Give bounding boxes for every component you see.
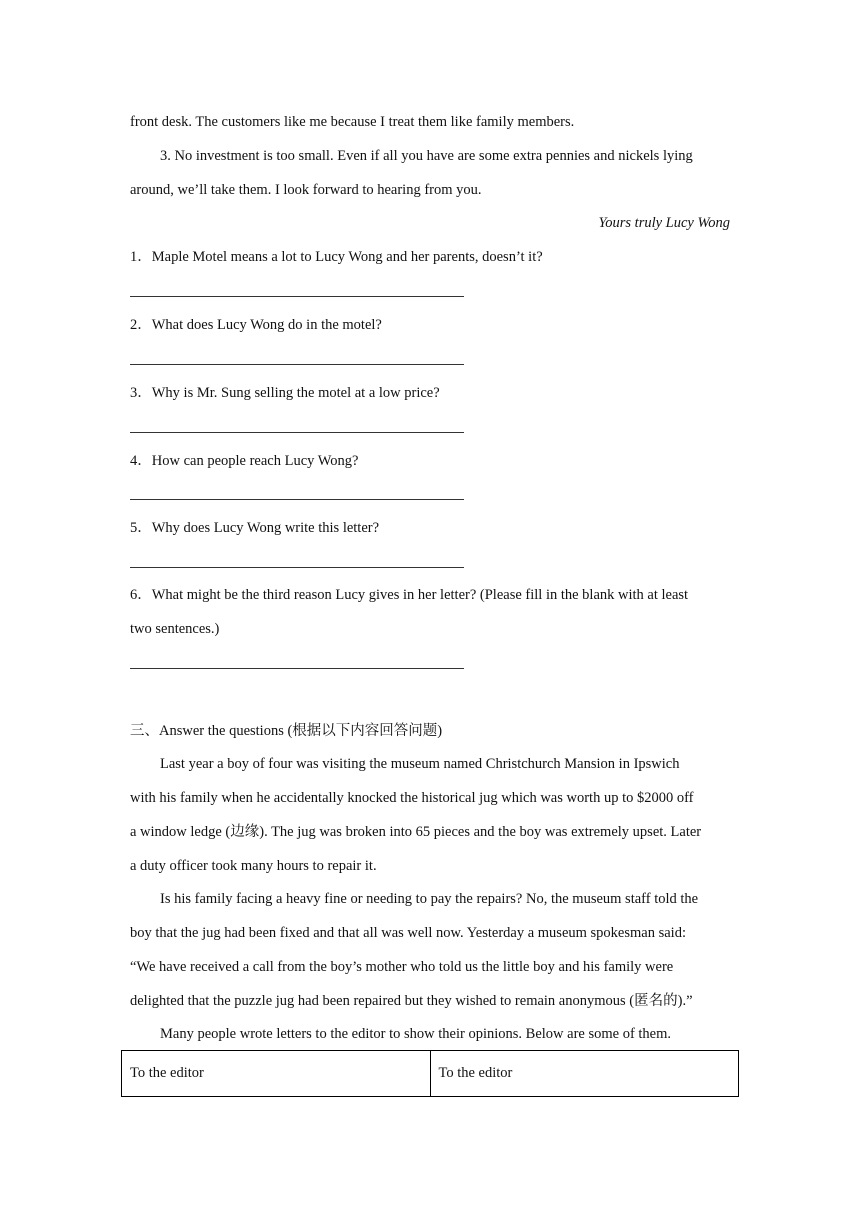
answer-blank-2[interactable]: [130, 364, 464, 365]
paragraph-line: Is his family facing a heavy fine or needing to pay the repairs? No, the museum staff told the: [160, 891, 699, 907]
paragraph-line: Many people wrote letters to the editor to show their opinions. Below are some of them.: [160, 1026, 672, 1042]
question-5: 5．Why does Lucy Wong write this letter?: [130, 520, 380, 536]
letter-reason-3: 3. No investment is too small. Even if all you have are some extra pennies and nickels lying: [160, 148, 693, 164]
paragraph-line: delighted that the puzzle jug had been repaired but they wished to remain anonymous (匿名的).”: [130, 993, 693, 1009]
question-3: 3．Why is Mr. Sung selling the motel at a low price?: [130, 385, 440, 401]
question-6: 6．What might be the third reason Lucy gives in her letter? (Please fill in the blank with at least: [130, 587, 689, 603]
paragraph-line: boy that the jug had been fixed and that all was well now. Yesterday a museum spokesman said:: [130, 925, 686, 941]
table-cell-right: To the editor: [430, 1051, 739, 1097]
question-1: 1．Maple Motel means a lot to Lucy Wong and her parents, doesn’t it?: [130, 249, 543, 265]
answer-blank-6[interactable]: [130, 668, 464, 669]
paragraph-line: Last year a boy of four was visiting the museum named Christchurch Mansion in Ipswich: [160, 756, 680, 772]
letter-text-line: around, we’ll take them. I look forward to hearing from you.: [130, 182, 482, 198]
answer-blank-3[interactable]: [130, 432, 464, 433]
table-cell-left: To the editor: [122, 1051, 431, 1097]
question-4: 4．How can people reach Lucy Wong?: [130, 453, 359, 469]
letter-text-line: front desk. The customers like me because I treat them like family members.: [130, 114, 575, 130]
question-2: 2．What does Lucy Wong do in the motel?: [130, 317, 382, 333]
section-3-heading: 三、Answer the questions (根据以下内容回答问题): [130, 723, 443, 739]
table-row: [122, 1051, 739, 1097]
letters-table: [121, 1050, 739, 1097]
question-6-continued: two sentences.): [130, 621, 220, 637]
answer-blank-1[interactable]: [130, 296, 464, 297]
paragraph-line: a window ledge (边缘). The jug was broken into 65 pieces and the boy was extremely upset. Later: [130, 824, 702, 840]
paragraph-line: “We have received a call from the boy’s mother who told us the little boy and his family were: [130, 959, 674, 975]
answer-blank-4[interactable]: [130, 499, 464, 500]
paragraph-line: a duty officer took many hours to repair it.: [130, 858, 377, 874]
answer-blank-5[interactable]: [130, 567, 464, 568]
paragraph-line: with his family when he accidentally knocked the historical jug which was worth up to $2000 off: [130, 790, 694, 806]
letter-signature: Yours truly Lucy Wong: [598, 215, 730, 231]
